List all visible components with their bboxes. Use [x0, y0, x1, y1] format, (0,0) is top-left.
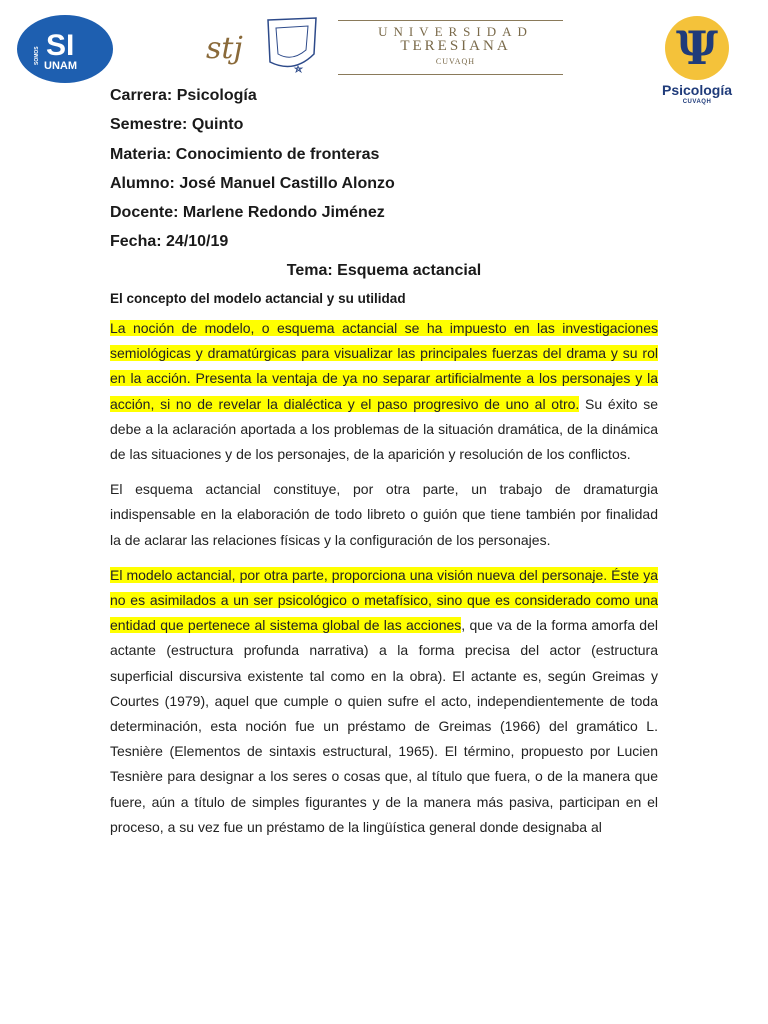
universidad-teresiana-logo [198, 14, 578, 80]
student-info-block [110, 86, 395, 262]
psicologia-logo-subtitle: CUVAQH [682, 99, 712, 105]
si-logo-bottom-text: UNAM [44, 60, 77, 72]
paragraph-2: El esquema actancial constituye, por otra parte, un trabajo de dramaturgia indispensable en la elaboración de todo libreto o guión que tiene también por finalidad la de aclarar las relaciones físicas y la configuración de los personajes. [110, 481, 658, 548]
paragraph-1-rest: Su éxito se debe a la aclaración aportada a los problemas de la situación dramática, de la dinámica de las situaciones y de los personajes, de la aparición y resolución de los conflictos. [110, 395, 658, 463]
teresiana-line2: TERESIANA [400, 38, 511, 54]
paragraph-3-rest: , que va de la forma amorfa del actante (estructura profunda narrativa) a la forma precisa del actor (estructura superficial discursiva existente tal como en la obra). El actante es, según Greimas y Courtes (1979), aquel que cumple o quien sufre el acto, independientemente de toda determinación, esta noción fue un préstamo de Greimas (1966) del gramático L. Tesnière (Elementos de sintaxis estructural, 1965). El término, propuesto por Lucien Tesnière para designar a los seres o cosas que, al título que fuera, o de la manera que fuere, aún a título de simples figurantes y de la manera más pasiva, participan en el proceso, a su vez fue un préstamo de la lingüística general donde designaba al [110, 617, 658, 835]
paragraph-3 [110, 563, 658, 840]
psicologia-logo-title: Psicología [661, 82, 733, 98]
psicologia-logo [652, 12, 742, 104]
info-alumno: Alumno: José Manuel Castillo Alonzo [110, 174, 395, 192]
info-docente: Docente: Marlene Redondo Jiménez [110, 204, 385, 222]
si-logo-main-text: SI [46, 29, 75, 62]
section-heading: El concepto del modelo actancial y su utilidad [110, 291, 406, 306]
info-semestre: Semestre: Quinto [110, 116, 244, 134]
crest-icon [198, 14, 328, 80]
document-body [110, 316, 658, 850]
paragraph-1-highlight: La noción de modelo, o esquema actancial se ha impuesto en las investigaciones semiológicas y dramatúrgicas para visualizar las principales fuerzas del drama y su rol en la acción. Presenta la ventaja de ya no separar artificialmente a los personajes y la acción, si no de revelar la dialéctica y el paso progresivo de uno al otro. [110, 320, 658, 412]
svg-text:stj: stj [206, 31, 243, 66]
paragraph-3-highlight: El modelo actancial, por otra parte, proporciona una visión nueva del personaje. Éste ya no es asimilados a un ser psicológico o metafísico, sino que es considerado como una entidad que pertenece al sistema global de las acciones [110, 566, 658, 634]
teresiana-line1: UNIVERSIDAD [378, 24, 533, 39]
si-unam-logo [16, 13, 114, 85]
info-fecha: Fecha: 24/10/19 [110, 233, 229, 251]
info-materia: Materia: Conocimiento de fronteras [110, 145, 380, 163]
si-logo-small-text: SOMOS [34, 46, 40, 65]
info-carrera: Carrera: Psicología [110, 87, 257, 104]
teresiana-line3: CUVAQH [435, 57, 476, 66]
topic-title: Tema: Esquema actancial [286, 262, 482, 279]
psi-symbol-icon: Ψ [665, 16, 729, 80]
teresiana-wordmark [338, 24, 573, 66]
paragraph-1 [110, 316, 658, 467]
